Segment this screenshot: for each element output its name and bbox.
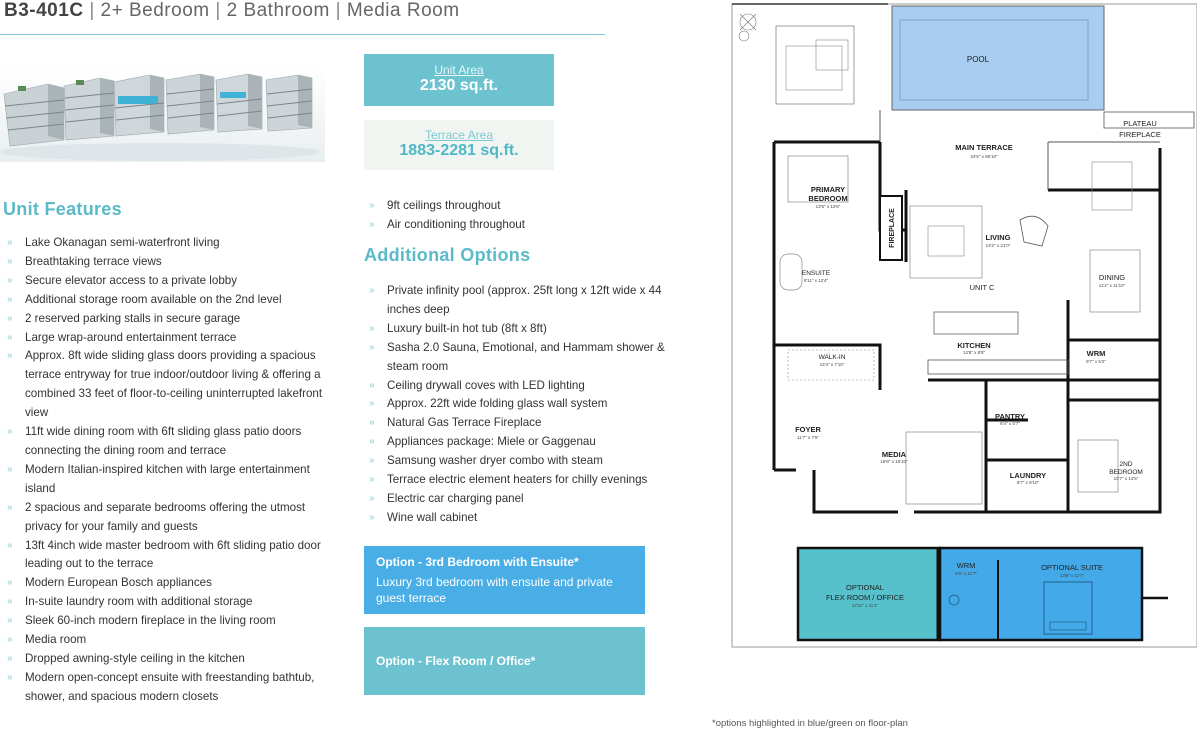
list-item: » Wine wall cabinet <box>365 509 695 528</box>
list-item: » Private infinity pool (approx. 25ft long x 12ft wide x 44 inches deep <box>365 282 695 320</box>
list-item: » Modern Italian-inspired kitchen with large entertainment island <box>3 461 343 499</box>
kitchen-dim: 13'8" x 8'8" <box>962 350 986 355</box>
unit-c-label: UNIT C <box>969 283 995 292</box>
building-block <box>266 75 312 131</box>
list-item: » Appliances package: Miele or Gaggenau <box>365 433 695 452</box>
list-item: » Approx. 8ft wide sliding glass doors providing a spacious terrace entryway for true indoor/outdoor living & offering a combined 33 feet of floor-to-ceiling uninterrupted lakefront view <box>3 347 343 423</box>
list-item: » Samsung washer dryer combo with steam <box>365 452 695 471</box>
list-item: » Dropped awning-style ceiling in the kitchen <box>3 650 343 669</box>
fireplace-label: FIREPLACE <box>889 208 896 248</box>
building-rendering <box>0 66 325 162</box>
ensuite-dim: 9'11" x 12'4" <box>803 278 829 283</box>
option-3rd-bedroom-box <box>364 546 645 614</box>
plateau-fireplace-label-1: PLATEAU <box>1123 119 1157 128</box>
floor-plan <box>728 0 1197 650</box>
pool-label: POOL <box>966 55 990 64</box>
dining-dim: 11'2" x 11'10" <box>1098 283 1126 288</box>
primary-bedroom-dim: 13'5" x 13'6" <box>815 204 841 209</box>
second-bedroom-label-1: 2ND <box>1119 461 1133 468</box>
additional-options-list <box>365 282 695 528</box>
building-block <box>216 74 262 132</box>
bathroom-count: 2 Bathroom <box>226 0 330 21</box>
list-item: » In-suite laundry room with additional storage <box>3 593 343 612</box>
list-item: » Secure elevator access to a private lobby <box>3 272 343 291</box>
list-item: » Media room <box>3 631 343 650</box>
option-flex-room-title: Option - Flex Room / Office* <box>376 654 536 668</box>
laundry-label: LAUNDRY <box>1009 471 1047 480</box>
list-item: » Natural Gas Terrace Fireplace <box>365 414 695 433</box>
list-item: » Modern European Bosch appliances <box>3 574 343 593</box>
list-item: » Terrace electric element heaters for chilly evenings <box>365 471 695 490</box>
opt-flex-label-1: OPTIONAL <box>846 583 884 592</box>
foyer-label: FOYER <box>795 425 821 434</box>
unit-area-label: Unit Area <box>434 63 484 77</box>
kitchen-island <box>934 312 1018 334</box>
opt-flex-label-2: FLEX ROOM / OFFICE <box>826 593 904 602</box>
pool-area <box>892 6 1104 110</box>
foyer-dim: 11'7" x 7'5" <box>797 435 819 440</box>
ensuite-label: ENSUITE <box>801 270 831 277</box>
building-block <box>114 75 164 136</box>
option-flex-room-box <box>364 627 645 695</box>
terrace-area-label: Terrace Area <box>424 128 494 142</box>
piano-icon <box>1020 216 1048 246</box>
title-separator: | <box>89 0 95 21</box>
second-bedroom-label-2: BEDROOM <box>1109 469 1143 476</box>
list-item: » Approx. 22ft wide folding glass wall system <box>365 395 695 414</box>
list-item: » Electric car charging panel <box>365 490 695 509</box>
unit-features-list <box>3 234 343 707</box>
media-label: MEDIA <box>881 450 907 459</box>
unit-area-value: 2130 sq.ft. <box>419 77 499 94</box>
terrace-area-box <box>364 120 554 170</box>
pantry-dim: 6'4" x 5'7" <box>1000 421 1020 426</box>
additional-options-heading: Additional Options <box>364 245 531 265</box>
opt-wrm-label: WRM <box>956 561 976 570</box>
walk-in-dim: 13'4" x 7'10" <box>819 362 845 367</box>
list-item: » 2 spacious and separate bedrooms offering the utmost privacy for your family and guests <box>3 499 343 537</box>
main-terrace-label: MAIN TERRACE <box>955 143 1013 152</box>
title-separator: | <box>335 0 342 21</box>
page-title <box>4 0 460 22</box>
option-3rd-bedroom-desc: Luxury 3rd bedroom with ensuite and private guest terrace <box>376 575 613 605</box>
extra-room: Media Room <box>346 0 460 21</box>
dining-label: DINING <box>1098 273 1126 282</box>
list-item: » Breathtaking terrace views <box>3 253 343 272</box>
laundry-dim: 8'7" x 9'10" <box>1016 480 1040 485</box>
living-sofa <box>910 206 982 278</box>
building-block <box>64 78 114 140</box>
second-bedroom-dim: 10'7" x 14'5" <box>1113 476 1139 481</box>
walk-in-label: WALK-IN <box>818 354 846 361</box>
second-bed <box>1078 440 1118 492</box>
kitchen-label: KITCHEN <box>957 341 991 350</box>
primary-bedroom-label-1: PRIMARY <box>810 185 846 194</box>
unit-features-heading: Unit Features <box>3 199 122 219</box>
list-item: » Additional storage room available on the 2nd level <box>3 291 343 310</box>
media-dim: 16'8" x 16'10" <box>880 459 908 464</box>
main-terrace-dim: 24'5" x 86'10" <box>970 154 998 159</box>
living-label: LIVING <box>985 233 1011 242</box>
wrm-label: WRM <box>1086 349 1106 358</box>
pantry-label: PANTRY <box>995 412 1025 421</box>
list-item: » Lake Okanagan semi-waterfront living <box>3 234 343 253</box>
option-3rd-bedroom-title: Option - 3rd Bedroom with Ensuite* <box>376 555 579 569</box>
unit-number: B3-401C <box>4 0 84 21</box>
opt-suite-dim: 13'8" x 11'7" <box>1059 573 1085 578</box>
list-item: » Air conditioning throughout <box>365 216 695 235</box>
terrace-area-value: 1883-2281 sq.ft. <box>399 142 519 159</box>
list-item: » Sasha 2.0 Sauna, Emotional, and Hammam shower & steam room <box>365 339 695 377</box>
opt-flex-dim: 12'11" x 11'1" <box>851 603 879 608</box>
title-separator: | <box>215 0 221 21</box>
opt-suite-label: OPTIONAL SUITE <box>1041 563 1103 572</box>
list-item: » Large wrap-around entertainment terrace <box>3 329 343 348</box>
building-block <box>166 74 214 134</box>
primary-bedroom-label-2: BEDROOM <box>808 194 848 203</box>
footnote: *options highlighted in blue/green on floor-plan <box>712 718 908 729</box>
list-item: » Ceiling drywall coves with LED lighting <box>365 377 695 396</box>
list-item: » Sleek 60-inch modern fireplace in the living room <box>3 612 343 631</box>
plant-icon <box>739 14 756 41</box>
header-divider <box>0 34 605 35</box>
building-block <box>4 84 64 146</box>
media-sofa <box>906 432 982 504</box>
list-item: » Luxury built-in hot tub (8ft x 8ft) <box>365 320 695 339</box>
wrm-dim: 9'7" x 5'2" <box>1086 359 1106 364</box>
plateau-fireplace-label-2: FIREPLACE <box>1119 130 1161 139</box>
list-item: » 13ft 4inch wide master bedroom with 6ft sliding patio door leading out to the terrace <box>3 537 343 575</box>
opt-wrm-dim: 6'6" x 11'7" <box>955 571 977 576</box>
list-item: » Modern open-concept ensuite with freestanding bathtub, shower, and spacious modern closets <box>3 669 343 707</box>
list-item: » 11ft wide dining room with 6ft sliding glass patio doors connecting the dining room and terrace <box>3 423 343 461</box>
bedroom-count: 2+ Bedroom <box>100 0 210 21</box>
list-item: » 2 reserved parking stalls in secure garage <box>3 310 343 329</box>
bathtub <box>780 254 802 290</box>
living-dim: 13'2" x 21'0" <box>985 243 1011 248</box>
list-item: » 9ft ceilings throughout <box>365 197 695 216</box>
unit-area-box <box>364 54 554 106</box>
unit-features-continued <box>365 197 695 235</box>
